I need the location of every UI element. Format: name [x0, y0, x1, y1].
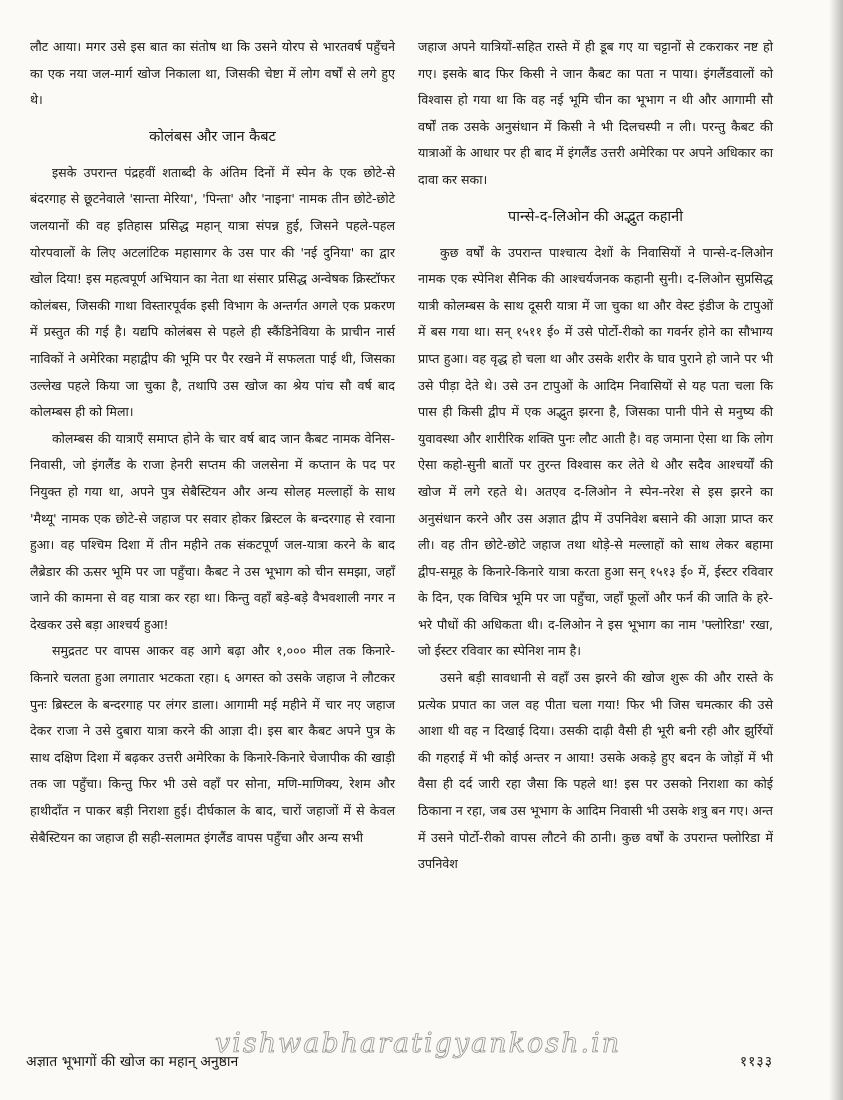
paragraph: कोलम्बस की यात्राएँ समाप्त होने के चार वर्ष बाद जान कैबट नामक वेनिस-निवासी, जो इंगलैंड के राजा हेनरी सप्तम की जलसेना में कप्तान के पद पर नियुक्त हो गया था, अपने पुत्र सेबैस्टियन और अन्य सोलह मल्लाहों के साथ 'मैथ्यू' नामक एक छोटे-से जहाज पर सवार होकर ब्रिस्टल के बन्दरगाह से रवाना हुआ। वह पश्चिम दिशा में तीन महीने तक संकटपूर्ण जल-यात्रा करने के बाद लैब्रेडार की ऊसर भूमि पर जा पहुँचा। कैबट ने उस भूभाग को चीन समझा, जहाँ जाने की कामना से वह यात्रा कर रहा था। किन्तु वहाँ बड़े-बड़े वैभवशाली नगर न देखकर उसे बड़ा आश्चर्य हुआ!	[30, 430, 395, 632]
paragraph: इसके उपरान्त पंद्रहवीं शताब्दी के अंतिम दिनों में स्पेन के एक छोटे-से बंदरगाह से छूटनेवाले 'सान्ता मेरिया', 'पिन्ता' और 'नाइना' नामक तीन छोटे-छोटे जलयानों की वह इतिहास प्रसिद्ध महान् यात्रा संपन्न हुई, जिसने पहले-पहल योरपवालों के लिए अटलांटिक महासागर के उस पार की 'नई दुनिया' का द्वार खोल दिया! इस महत्वपूर्ण अभियान का नेता था संसार प्रसिद्ध अन्वेषक क्रिस्टॉफर कोलंबस, जिसकी गाथा विस्तारपूर्वक इसी विभाग के अन्तर्गत अगले एक प्रकरण में प्रस्तुत की गई है। यद्यपि कोलंबस से पहले ही स्कैंडिनेविया के प्राचीन नार्स नाविकों ने अमेरिका महाद्वीप की भूमि पर पैर रखने में सफलता पाई थी, जिसका उल्लेख पहले किया जा चुका है, तथापि उस खोज का श्रेय पांच सौ वर्ष बाद कोलम्बस ही को मिला।	[30, 164, 395, 420]
section-heading: कोलंबस और जान कैबट	[149, 128, 276, 145]
page-edge-shadow	[829, 0, 843, 1100]
paragraph: समुद्रतट पर वापस आकर वह आगे बढ़ा और १,००० मील तक किनारे-किनारे चलता हुआ लगातार भटकता रहा। ६ अगस्त को उसके जहाज ने लौटकर पुनः ब्रिस्टल के बन्दरगाह पर लंगर डाला। आगामी मई महीने में चार नए जहाज देकर राजा ने उसे दुबारा यात्रा करने की आज्ञा दी। इस बार कैबट अपने पुत्र के साथ दक्षिण दिशा में बढ़कर उत्तरी अमेरिका के किनारे-किनारे चेजापीक की खाड़ी तक जा पहुँचा। किन्तु फिर भी उसे वहाँ पर सोना, मणि-माणिक्य, रेशम और हाथीदाँत न पाकर बड़ी निराशा हुई। दीर्घकाल के बाद, चारों जहाजों में से केवल सेबैस्टियन का जहाज ही सही-सलामत इंगलैंड वापस पहुँचा और अन्य सभी	[30, 643, 395, 845]
paragraph: जहाज अपने यात्रियों-सहित रास्ते में ही डूब गए या चट्टानों से टकराकर नष्ट हो गए। इसके बाद फिर किसी ने जान कैबट का पता न पाया। इंगलैंडवालों को विश्वास हो गया था कि वह नई भूमि चीन का भूभाग न थी और आगामी सौ वर्षों तक उसके अनुसंधान में किसी ने भी दिलचस्पी न ली। परन्तु कैबट की यात्राओं के आधार पर ही बाद में इंगलैंड उत्तरी अमेरिका पर अपने अधिकार का दावा कर सका।	[418, 39, 773, 187]
page-number: ११३३	[739, 1054, 773, 1070]
paragraph: कुछ वर्षों के उपरान्त पाश्चात्य देशों के निवासियों ने पान्से-द-लिओन नामक एक स्पेनिश सैनिक की आश्चर्यजनक कहानी सुनी। द-लिओन सुप्रसिद्ध यात्री कोलम्बस के साथ दूसरी यात्रा में जा चुका था और वेस्ट इंडीज के टापुओं में बस गया था। सन् १५११ ई० में उसे पोर्टो-रीको का गवर्नर होने का सौभाग्य प्राप्त हुआ। वह वृद्ध हो चला था और उसके शरीर के घाव पुराने हो जाने पर भी उसे पीड़ा देते थे। उसे उन टापुओं के आदिम निवासियों से यह पता चला कि पास ही किसी द्वीप में एक अद्भुत झरना है, जिसका पानी पीने से मनुष्य की युवावस्था और शारीरिक शक्ति पुनः लौट आती है। वह जमाना ऐसा था कि लोग ऐसा कहो-सुनी बातों पर तुरन्त विश्वास कर लेते थे और सदैव आश्चर्यों की खोज में लगे रहते थे। अतएव द-लिओन ने स्पेन-नरेश से इस झरने का अनुसंधान करने और उस अज्ञात द्वीप में उपनिवेश बसाने की आज्ञा प्राप्त कर ली। वह तीन छोटे-छोटे जहाज तथा थोड़े-से मल्लाहों को साथ लेकर बहामा द्वीप-समूह के किनारे-किनारे यात्रा करता हुआ सन् १५१३ ई० में, ईस्टर रविवार के दिन, एक विचित्र भूमि पर जा पहुँचा, जहाँ फूलों और फर्न की जाति के हरे-भरे पौधों की अधिकता थी। द-लिओन ने इस भूभाग का नाम 'फ्लोरिडा' रखा, जो ईस्टर रविवार का स्पेनिश नाम है।	[418, 244, 773, 659]
paragraph: लौट आया। मगर उसे इस बात का संतोष था कि उसने योरप से भारतवर्ष पहुँचने का एक नया जल-मार्ग खोज निकाला था, जिसकी चेष्टा में लोग वर्षों से लगे हुए थे।	[30, 39, 395, 108]
left-column	[30, 34, 395, 851]
right-column	[418, 34, 773, 878]
paragraph: उसने बड़ी सावधानी से वहाँ उस झरने की खोज शुरू की और रास्ते के प्रत्येक प्रपात का जल वह पीता चला गया! फिर भी जिस चमत्कार की उसे आशा थी वह न दिखाई दिया। उसकी दाढ़ी वैसी ही भूरी बनी रही और झुर्रियों की गहराई में भी कोई अन्तर न आया! उसके अकड़े हुए बदन के जोड़ों में भी वैसा ही दर्द जारी रहा जैसा कि पहले था! इस पर उसको निराशा का कोई ठिकाना न रहा, जब उस भूभाग के आदिम निवासी भी उसके शत्रु बन गए। अन्त में उसने पोर्टो-रीको वापस लौटने की ठानी। कुछ वर्षों के उपरान्त फ्लोरिडा में उपनिवेश	[418, 670, 773, 872]
running-title: अज्ञात भूभागों की खोज का महान् अनुष्ठान	[26, 1054, 239, 1070]
section-heading: पान्से-द-लिओन की अद्भुत कहानी	[508, 208, 683, 225]
watermark: vishwabharatigyankosh.in	[215, 1028, 622, 1059]
